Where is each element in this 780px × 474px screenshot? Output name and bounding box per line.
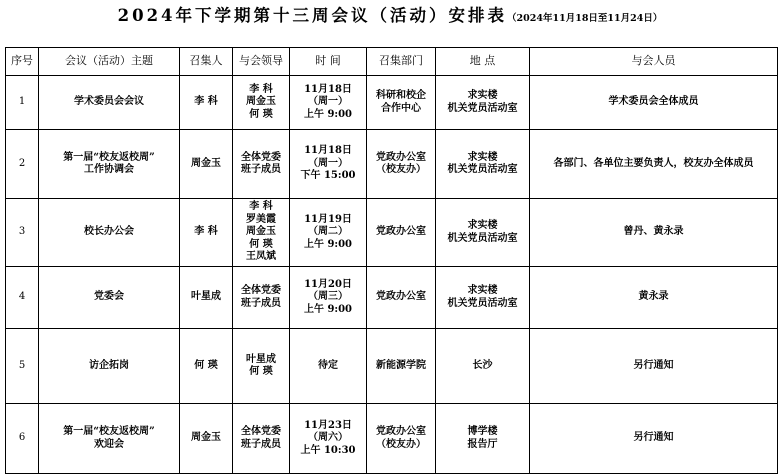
header-time: 时 间 [290,48,367,76]
row-place: 求实楼 机关党员活动室 [436,267,530,329]
title-main: 2024年下学期第十三周会议（活动）安排表 [117,6,508,25]
row-place: 求实楼 机关党员活动室 [436,130,530,199]
row-place: 博学楼 报告厅 [436,404,530,474]
row-topic: 第一届“校友返校周” 欢迎会 [39,404,180,474]
row-topic: 访企拓岗 [39,329,180,404]
title-date-range: （2024年11月18日至11月24日） [507,13,663,24]
row-leaders: 李 科 罗美霞 周金玉 何 瑛 王凤斌 [233,199,290,267]
row-convener: 周金玉 [180,404,233,474]
row-no: 4 [6,267,39,329]
table-row [6,199,778,267]
row-convener: 周金玉 [180,130,233,199]
row-topic: 学术委员会会议 [39,76,180,130]
row-time: 待定 [290,329,367,404]
table-row [6,329,778,404]
row-convener: 李 科 [180,76,233,130]
row-convener: 李 科 [180,199,233,267]
table-row [6,404,778,474]
row-attendees: 另行通知 [530,404,778,474]
header-dept: 召集部门 [367,48,436,76]
row-no: 3 [6,199,39,267]
row-place: 求实楼 机关党员活动室 [436,76,530,130]
row-time: 11月18日 （周一） 下午 15:00 [290,130,367,199]
row-dept: 科研和校企 合作中心 [367,76,436,130]
document-title [0,2,780,32]
row-leaders: 叶星成 何 瑛 [233,329,290,404]
header-convener: 召集人 [180,48,233,76]
row-attendees: 曾丹、黄永录 [530,199,778,267]
row-leaders: 李 科 周金玉 何 瑛 [233,76,290,130]
row-time: 11月20日 （周三） 上午 9:00 [290,267,367,329]
row-no: 6 [6,404,39,474]
row-convener: 叶星成 [180,267,233,329]
row-attendees: 另行通知 [530,329,778,404]
header-no: 序号 [6,48,39,76]
row-dept: 党政办公室 [367,199,436,267]
row-no: 5 [6,329,39,404]
row-attendees: 各部门、各单位主要负责人，校友办全体成员 [530,130,778,199]
row-dept: 党政办公室 （校友办） [367,130,436,199]
row-topic: 第一届“校友返校周” 工作协调会 [39,130,180,199]
table-row [6,130,778,199]
header-row [6,48,778,76]
row-dept: 党政办公室 [367,267,436,329]
row-no: 1 [6,76,39,130]
row-leaders: 全体党委 班子成员 [233,404,290,474]
table-row [6,76,778,130]
row-time: 11月23日 （周六） 上午 10:30 [290,404,367,474]
row-time: 11月19日 （周二） 上午 9:00 [290,199,367,267]
row-dept: 新能源学院 [367,329,436,404]
header-place: 地 点 [436,48,530,76]
row-no: 2 [6,130,39,199]
row-topic: 校长办公会 [39,199,180,267]
header-leaders: 与会领导 [233,48,290,76]
header-topic: 会议（活动）主题 [39,48,180,76]
schedule-table [5,47,778,474]
row-leaders: 全体党委 班子成员 [233,267,290,329]
row-time: 11月18日 （周一） 上午 9:00 [290,76,367,130]
row-attendees: 黄永录 [530,267,778,329]
row-convener: 何 瑛 [180,329,233,404]
row-dept: 党政办公室 （校友办） [367,404,436,474]
row-place: 求实楼 机关党员活动室 [436,199,530,267]
table-row [6,267,778,329]
row-topic: 党委会 [39,267,180,329]
row-leaders: 全体党委 班子成员 [233,130,290,199]
header-attendees: 与会人员 [530,48,778,76]
row-place: 长沙 [436,329,530,404]
row-attendees: 学术委员会全体成员 [530,76,778,130]
